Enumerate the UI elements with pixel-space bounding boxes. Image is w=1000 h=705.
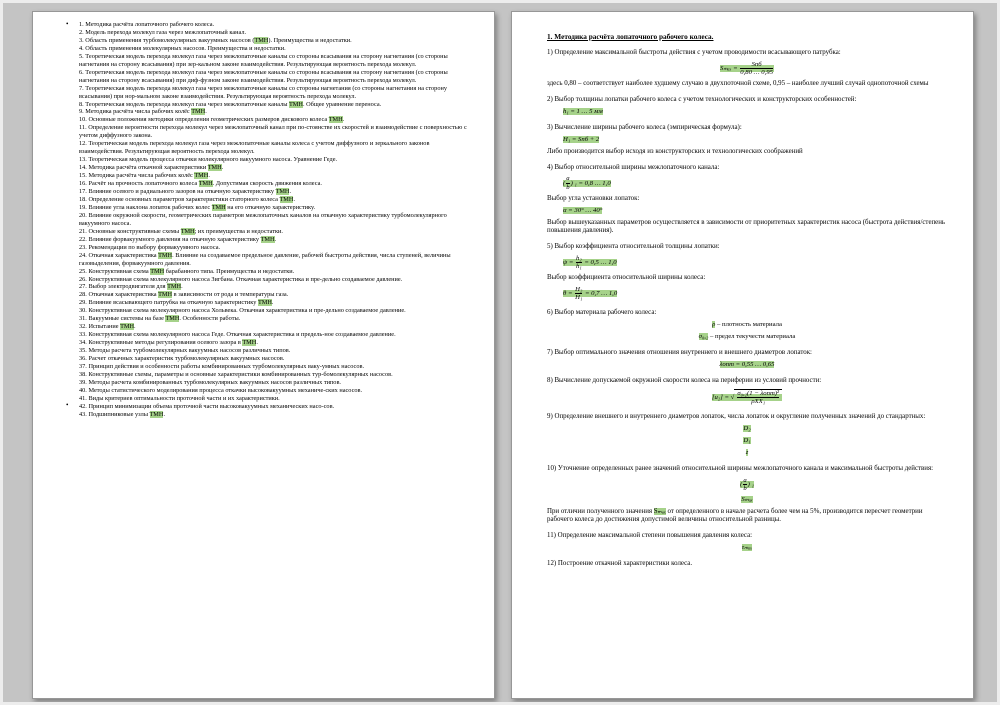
formula	[547, 175, 947, 191]
list-item	[79, 85, 472, 101]
page-right	[511, 11, 974, 699]
paragraph: 4) Выбор относительной ширины межлопаточного канала:	[547, 163, 720, 171]
formula	[547, 108, 947, 116]
formula-text: z	[745, 448, 749, 456]
list-item	[79, 276, 472, 284]
list-item	[79, 315, 472, 323]
highlighted-text: ТМН	[165, 315, 180, 323]
formula-text: Sₘₐₓ	[741, 495, 753, 503]
formula	[547, 437, 947, 445]
list-item-text: 37. Принцип действия и особенности работы комбинированных турбомолекулярных ваку-умных насосов.	[79, 362, 365, 370]
list-item-text: 23. Рекомендации по выбору форвакуумного насоса.	[79, 243, 221, 251]
highlighted-text: ТМН	[120, 323, 135, 331]
list-item-text: 5. Теоретическая модель перехода молекул газа через межлопаточные каналы со стороны всасывания на сторону нагнетания (со стороны нагнетания на сторону всасывания) при зер-кальном законе взаимодействия. Результирующая вероятность перехода молекул.	[79, 52, 448, 68]
formula-text: h₁ = 1 … 5 мм	[563, 107, 603, 115]
formula-text: λопт = 0,55 … 0,65	[719, 360, 775, 368]
list-item	[66, 401, 472, 411]
list-item	[79, 212, 472, 228]
formula-description: – плотность материала	[716, 321, 782, 329]
list-item	[79, 69, 472, 85]
highlighted-text: ТМН	[167, 283, 182, 291]
list-item	[79, 37, 472, 45]
list-item-text: 4. Область применения молекулярных насосов. Преимущества и недостатки.	[79, 44, 286, 52]
list-item	[79, 53, 472, 69]
list-item	[79, 395, 472, 403]
highlighted-text: ТМН	[191, 108, 206, 116]
list-item-text: 9. Методика расчёта числа рабочих колёс ТМН.	[79, 108, 207, 116]
highlighted-text: ТМН	[211, 203, 226, 211]
list-item	[79, 411, 472, 419]
list-item	[79, 101, 472, 109]
highlighted-text: ТМН	[198, 180, 213, 188]
formula-symbol: σ₀,₂	[698, 333, 709, 341]
highlighted-text: ТМН	[257, 299, 272, 307]
fraction: $\frac{\text{Sпб}}{0,80 \dots 0,95}$	[740, 60, 773, 77]
paragraph: Выбор коэффициента относительной ширины колеса:	[547, 274, 706, 282]
list-item-text: 32. Испытание ТМН.	[79, 323, 136, 331]
list-item	[79, 363, 472, 371]
formula	[547, 477, 947, 493]
procedure-blocks	[547, 49, 947, 568]
formula-text: ψ = $\frac{\text{h₂}}{\text{h₁}}$ = 0,5 … 1,0	[563, 254, 617, 271]
list-item	[79, 371, 472, 379]
formula-text: θ = $\frac{\text{H₂}}{\text{H₁}}$ = 0,7 … 1,0	[563, 286, 618, 302]
formula-text: Sₘₐₓ = $\frac{\text{Sпб}}{0,80 \dots 0,95}$	[720, 60, 773, 77]
list-item	[79, 283, 472, 291]
list-item	[79, 196, 472, 204]
formula	[547, 496, 947, 504]
list-item	[79, 323, 472, 331]
list-item	[79, 164, 472, 172]
list-item	[66, 19, 472, 29]
highlighted-text: ТМН	[254, 36, 269, 44]
list-item-text: 33. Конструктивная схема молекулярного насоса Геде. Откачная характеристика и предель-ное создаваемое давление.	[79, 331, 396, 339]
list-item-text: 21. Основные конструктивные схемы ТМН; их преимущества и недостатки.	[79, 227, 283, 235]
list-item-text: 13. Теоретическая модель процесса откачки молекулярного вакуумного насоса. Уравнение Геде.	[79, 156, 338, 164]
list-item-text: 12. Теоретическая модель перехода молекул газа через межлопаточные каналы колеса с учетом диффузного и зеркального законов взаимодействия. Результирующая вероятность перехода молекул.	[79, 140, 430, 156]
paragraph: 8) Вычисление допускаемой окружной скорости колеса на периферии из условий прочности:	[547, 376, 822, 384]
list-item	[79, 124, 472, 140]
paragraph: 12) Построение откачной характеристики колеса.	[547, 559, 693, 567]
paragraph: 3) Вычисление ширины рабочего колеса (эмпирическая формула):	[547, 123, 742, 131]
list-item	[79, 331, 472, 339]
paragraph: 7) Выбор оптимального значения отношения внутреннего и внешнего диаметров лопаток:	[547, 349, 812, 357]
paragraph: При отличии полученного значения Sₘₐₓ от определенного в начале расчета более чем на 5%, производится пересчет геометрии рабочего колеса до достижения допустимой величины относительной разницы.	[547, 507, 923, 524]
list-item-text: 2. Модель перехода молекул газа через межлопаточный канал.	[79, 28, 247, 36]
list-item-text: 38. Конструктивные схемы, параметры и основные характеристики комбинированных тур-бомолекулярных насосов.	[79, 370, 393, 378]
list-item-text: 29. Влияние всасывающего патрубка на откачную характеристику ТМН.	[79, 299, 274, 307]
formula	[547, 389, 947, 406]
list-item-text: 19. Влияние угла наклона лопаток рабочих колес ТМН на его откачную характеристику.	[79, 203, 316, 211]
page-title: 1. Методика расчёта лопаточного рабочего колеса.	[547, 32, 714, 41]
list-item	[79, 188, 472, 196]
paragraph: 11) Определение максимальной степени повышения давления колеса:	[547, 532, 753, 540]
paragraph: 10) Уточнение определенных ранее значений относительной ширины межлопаточного канала и максимальной быстроты действия:	[547, 464, 934, 472]
list-item-text: 8. Теоретическая модель перехода молекул газа через межлопаточные каналы ТМН. Общее уравнение переноса.	[79, 100, 382, 108]
highlighted-text: ТМН	[158, 251, 173, 259]
highlighted-text: ТМН	[158, 291, 173, 299]
list-item-text: 6. Теоретическая модель перехода молекул газа через межлопаточные каналы со стороны всасывания на сторону нагнетания (со стороны нагнетания на сторону всасывания) при диф-фузном законе взаимодействия. Результирующая вероятность перехода молекул.	[79, 68, 448, 84]
list-item	[79, 268, 472, 276]
list-item-text: 10. Основные положения методики определения геометрических размеров дискового колеса ТМН.	[79, 116, 345, 124]
highlighted-text: ТМН	[328, 116, 343, 124]
list-item-text: 31. Вакуумные системы на базе ТМН. Особенности работы.	[79, 315, 241, 323]
formula-text: H₁ = Sпб + 2	[563, 135, 600, 143]
list-item-text: 20. Влияние окружной скорости, геометрических параметров межлопаточных каналов на откачную характеристику турбомолекулярного вакуумного насоса.	[79, 211, 447, 227]
list-item	[79, 252, 472, 268]
list-item	[79, 29, 472, 37]
formula-description: – предел текучести материала	[709, 333, 796, 341]
paragraph: 6) Выбор материала рабочего колеса:	[547, 309, 657, 317]
formula	[547, 449, 947, 457]
list-item	[79, 172, 472, 180]
formula	[547, 333, 947, 341]
formula-text: ( $\frac{a}{b}$ ) ₁ = 0,8 … 1,0	[563, 175, 611, 191]
formula	[547, 321, 947, 329]
paragraph: здесь 0,80 – соответствует наиболее худшему случаю в двухпоточной схеме, 0,95 – наиболее лучший случай однопоточной схемы	[547, 80, 929, 88]
highlighted-text: ТМН	[275, 188, 290, 196]
highlighted-text: ТМН	[194, 172, 209, 180]
list-item	[79, 116, 472, 124]
list-item	[79, 291, 472, 299]
list-item-text: 30. Конструктивная схема молекулярного насоса Хольвека. Откачная характеристика и пре-дельно создаваемое давление.	[79, 307, 406, 315]
list-item	[79, 244, 472, 252]
list-item	[79, 108, 472, 116]
list-item-text: 3. Область применения турбомолекулярных вакуумных насосов (ТМН). Преимущества и недостатки.	[79, 36, 352, 44]
list-item-text: 22. Влияние форвакуумного давления на откачную характеристику ТМН.	[79, 235, 277, 243]
paragraph: 1) Определение максимальной быстроты действия с учетом проводимости всасывающего патрубка:	[547, 48, 841, 56]
bullet-marker: •	[66, 19, 69, 28]
list-item-text: 42. Принцип минимизации объема проточной части высоковакуумных механических насо-сов.	[79, 402, 335, 410]
paragraph: 5) Выбор коэффициента относительной толщины лопатки:	[547, 242, 720, 250]
highlighted-text: ТМН	[180, 227, 195, 235]
formula	[547, 544, 947, 552]
highlighted-text: ТМН	[150, 267, 165, 275]
formula-text: τₘₐₓ	[741, 544, 753, 552]
list-item-text: 26. Конструктивная схема молекулярного насоса Зигбана. Откачная характеристика и пре-дельно создаваемое давление.	[79, 275, 403, 283]
question-list	[66, 19, 472, 419]
fraction: $\frac{\text{h₂}}{\text{h₁}}$	[576, 254, 582, 271]
highlighted-text: ТМН	[279, 195, 294, 203]
list-item	[79, 140, 472, 156]
formula	[547, 361, 947, 369]
list-item	[79, 180, 472, 188]
list-item-text: 15. Методика расчёта числа рабочих колёс ТМН.	[79, 172, 210, 180]
list-item-text: 28. Откачная характеристика ТМН в зависимости от рода и температуры газа.	[79, 291, 289, 299]
formula-text: α = 30° … 40°	[563, 206, 603, 214]
list-item-text: 18. Определение основных параметров характеристики статорного колеса ТМН.	[79, 195, 296, 203]
list-item	[79, 299, 472, 307]
list-item-text: 25. Конструктивная схема ТМН барабанного типа. Преимущества и недостатки.	[79, 267, 295, 275]
list-item	[79, 379, 472, 387]
list-item-text: 40. Методы статистического моделирования процесса откачки высоковакуумных механиче-ских насосов.	[79, 386, 363, 394]
paragraph: 2) Выбор толщины лопатки рабочего колеса с учетом технологических и конструкторских особенностей:	[547, 96, 857, 104]
list-item-text: 35. Методы расчета турбомолекулярных вакуумных насосов различных типов.	[79, 347, 291, 355]
list-item	[79, 228, 472, 236]
list-item	[79, 307, 472, 315]
formula	[547, 136, 947, 144]
list-item	[79, 156, 472, 164]
formula-symbol: ρ	[712, 321, 716, 329]
bullet-marker: •	[66, 401, 69, 410]
formula	[547, 207, 947, 215]
list-item-text: 14. Методика расчёта откачной характеристики ТМН.	[79, 164, 224, 172]
list-item	[79, 387, 472, 395]
highlighted-text: ТМН	[207, 164, 222, 172]
list-item	[79, 339, 472, 347]
fraction: $\frac{a}{b}$	[566, 175, 570, 191]
list-item-text: 16. Расчёт на прочность лопаточного колеса ТМН. Допустимая скорость движения колеса.	[79, 180, 322, 188]
formula	[547, 255, 947, 271]
list-item-text: 7. Теоретическая модель перехода молекул газа через межлопаточные каналы со стороны нагнетания (со стороны нагнетания на сторону всасывания) при нор-мальном законе взаимодействия. Результирующая вероятность перехода молекул.	[79, 84, 447, 100]
list-item-text: 1. Методика расчёта лопаточного рабочего колеса.	[79, 21, 215, 28]
list-item-text: 27. Выбор электродвигателя для ТМН.	[79, 283, 183, 291]
formula-text: [u₂] = √ $\frac{\text{σ₀,₂(1 − λопт)²}}{\text{ρXX₁}}$	[712, 394, 782, 401]
highlighted-text: Sₘₐₓ	[653, 507, 666, 515]
paragraph: Выбор угла установки лопаток:	[547, 194, 640, 202]
fraction: $\frac{\text{σ₀,₂(1 − λопт)²}}{\text{ρXX₁}}$	[737, 389, 780, 406]
paragraph: Выбор вышеуказанных параметров осуществляется в зависимости от приоритетных характеристик насоса (быстрота действия/степень повышения давления).	[547, 218, 946, 234]
paragraph: Либо производится выбор исходя из конструкторских и технологических соображений	[547, 147, 803, 155]
formula-text: D₂	[743, 425, 751, 432]
paragraph: 9) Определение внешнего и внутреннего диаметров лопаток, числа лопаток и округление полученных значений до стандартных:	[547, 413, 926, 421]
formula-text: D₁	[743, 436, 751, 444]
list-item	[79, 45, 472, 53]
list-item	[79, 347, 472, 355]
formula	[547, 61, 947, 77]
list-item-text: 43. Подшипниковые узлы ТМН.	[79, 410, 166, 418]
list-item	[79, 204, 472, 212]
list-item-text: 34. Конструктивные методы регулирования осевого зазора в ТМН.	[79, 339, 258, 347]
list-item-text: 17. Влияние осевого и радиального зазоров на откачную характеристику ТМН.	[79, 188, 292, 196]
list-item	[79, 355, 472, 363]
list-item	[79, 236, 472, 244]
list-item-text: 24. Откачная характеристика ТМН. Влияние на создаваемое предельное давление, рабочей быстроты действия, числа ступеней, величины газовыделения, форвакуумного давления.	[79, 251, 451, 267]
formula	[547, 286, 947, 302]
list-item-text: 39. Методы расчета комбинированных турбомолекулярных вакуумных насосов различных типов.	[79, 378, 342, 386]
page-left	[32, 11, 495, 699]
list-item-text: 11. Определение вероятности перехода молекул через межлопаточный канал при по-стоянстве их скоростей и взаимодействие с поверхностью с учетом диффузного закона.	[79, 124, 467, 140]
formula	[547, 425, 947, 433]
highlighted-text: ТМН	[289, 100, 303, 108]
highlighted-text: ТМН	[149, 410, 164, 418]
list-item-text: 36. Расчет откачных характеристик турбомолекулярных вакуумных насосов.	[79, 355, 285, 363]
fraction: $\frac{\text{H₂}}{\text{H₁}}$	[575, 286, 583, 302]
highlighted-text: ТМН	[260, 235, 275, 243]
sqrt-bar	[734, 389, 782, 406]
list-item-text: 41. Виды критериев оптимальности проточной части и их характеристики.	[79, 394, 280, 402]
formula-text: ( $\frac{a}{b}$ ) ₁	[740, 476, 754, 493]
highlighted-text: ТМН	[242, 339, 257, 347]
fraction: $\frac{a}{b}$	[743, 476, 747, 493]
